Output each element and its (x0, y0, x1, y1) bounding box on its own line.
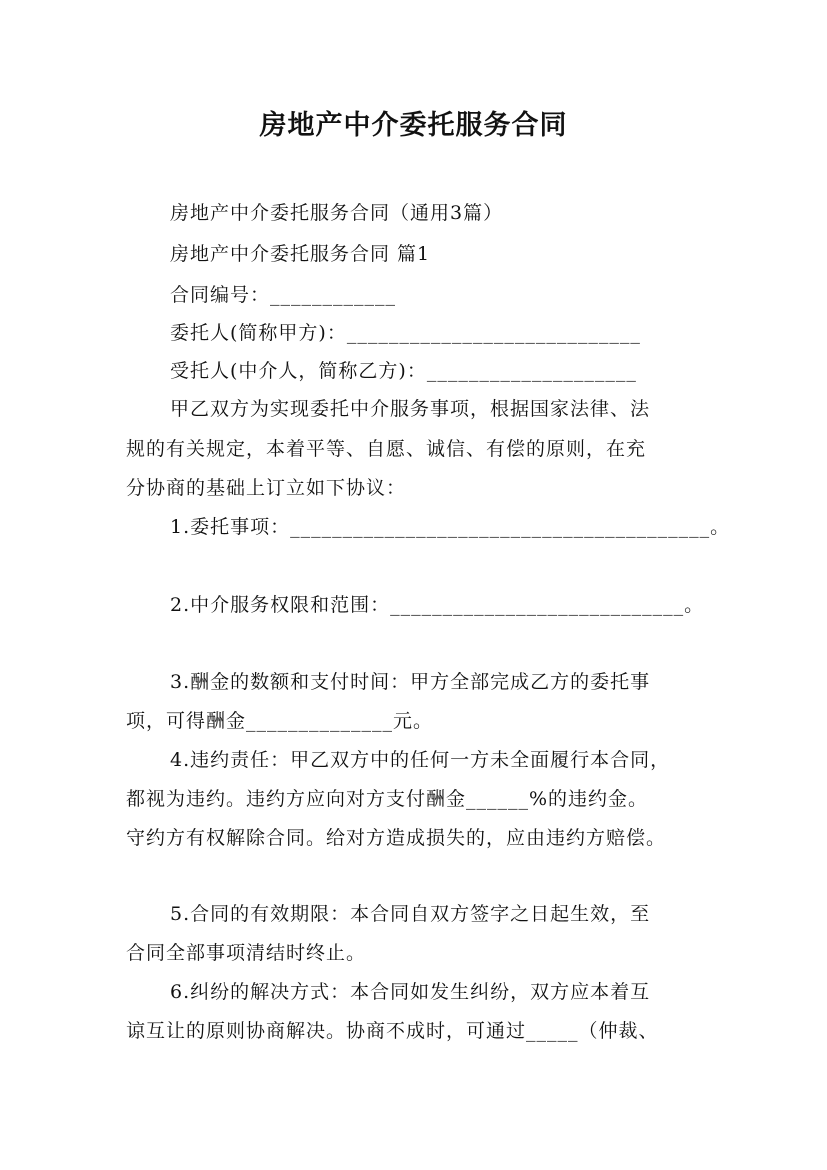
paragraph-line: 甲乙双方为实现委托中介服务事项，根据国家法律、法 (170, 398, 651, 420)
contract-number-line: 合同编号：____________ (170, 284, 397, 306)
clause-2: 2.中介服务权限和范围：____________________________。 (170, 594, 705, 616)
clause-1: 1.委托事项：________________________________________。 (170, 516, 731, 538)
subtitle-line: 房地产中介委托服务合同（通用3篇） (170, 202, 504, 224)
document-title: 房地产中介委托服务合同 (259, 110, 568, 141)
paragraph-line: 规的有关规定，本着平等、自愿、诚信、有偿的原则，在充 (126, 438, 647, 460)
clause-4-line-2: 都视为违约。违约方应向对方支付酬金______%的违约金。 (126, 788, 649, 810)
section-heading: 房地产中介委托服务合同 篇1 (170, 243, 431, 265)
clause-6-line-2: 谅互让的原则协商解决。协商不成时，可通过_____（仲裁、 (126, 1020, 659, 1042)
clause-5-line-2: 合同全部事项清结时终止。 (126, 942, 367, 964)
clause-3-line-1: 3.酬金的数额和支付时间：甲方全部完成乙方的委托事 (170, 671, 651, 693)
clause-4-line-1: 4.违约责任：甲乙双方中的任何一方未全面履行本合同， (170, 749, 671, 771)
paragraph-line: 分协商的基础上订立如下协议： (126, 477, 407, 499)
agent-line: 受托人(中介人，简称乙方)：____________________ (170, 360, 637, 382)
clause-6-line-1: 6.纠纷的解决方式：本合同如发生纠纷，双方应本着互 (170, 981, 651, 1003)
client-line: 委托人(简称甲方)：____________________________ (170, 322, 641, 344)
clause-4-line-3: 守约方有权解除合同。给对方造成损失的，应由违约方赔偿。 (126, 827, 667, 849)
clause-3-line-2: 项，可得酬金______________元。 (126, 710, 434, 732)
clause-5-line-1: 5.合同的有效期限：本合同自双方签字之日起生效，至 (170, 903, 651, 925)
